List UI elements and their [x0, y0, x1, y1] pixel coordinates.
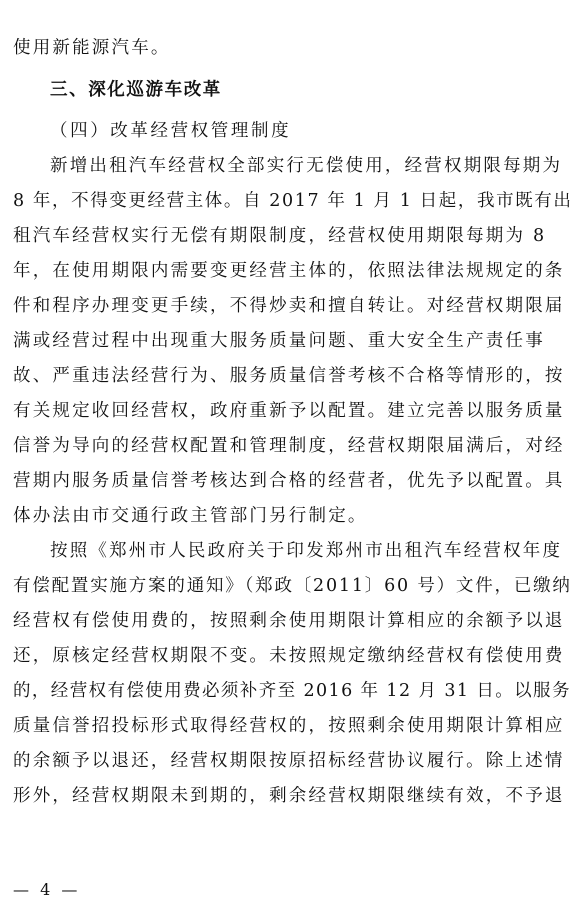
body-text-line: 体办法由市交通行政主管部门另行制定。 — [13, 506, 368, 526]
body-text-line: 满或经营过程中出现重大服务质量问题、重大安全生产责任事 — [13, 331, 545, 351]
body-text-line: 经营权有偿使用费的，按照剩余使用期限计算相应的余额予以退 — [13, 611, 565, 631]
paragraph-first-line: 新增出租汽车经营权全部实行无偿使用，经营权期限每期为 — [50, 156, 563, 176]
body-text-line: 有偿配置实施方案的通知》（郑政〔2011〕60 号）文件，已缴纳 — [13, 576, 572, 596]
body-text-line: 的，经营权有偿使用费必须补齐至 2016 年 12 月 31 日。以服务 — [13, 681, 571, 701]
body-text-line: 年，在使用期限内需要变更经营主体的，依照法律法规规定的条 — [13, 261, 565, 281]
body-text-line: 的余额予以退还，经营权期限按原招标经营协议履行。除上述情 — [13, 751, 565, 771]
body-text-line: 质量信誉招投标形式取得经营权的，按照剩余使用期限计算相应 — [13, 716, 565, 736]
section-heading: 三、深化巡游车改革 — [50, 80, 222, 100]
paragraph-first-line: 按照《郑州市人民政府关于印发郑州市出租汽车经营权年度 — [50, 541, 563, 561]
page-number: — 4 — — [13, 880, 81, 899]
body-text-line: 形外，经营权期限未到期的，剩余经营权期限继续有效，不予退 — [13, 786, 565, 806]
body-text-line: 使用新能源汽车。 — [13, 38, 171, 58]
body-text-line: 有关规定收回经营权，政府重新予以配置。建立完善以服务质量 — [13, 401, 565, 421]
body-text-line: 信誉为导向的经营权配置和管理制度，经营权期限届满后，对经 — [13, 436, 565, 456]
body-text-line: 租汽车经营权实行无偿有期限制度，经营权使用期限每期为 8 — [13, 226, 547, 246]
body-text-line: 还，原核定经营权期限不变。未按照规定缴纳经营权有偿使用费 — [13, 646, 565, 666]
body-text-line: 8 年，不得变更经营主体。自 2017 年 1 月 1 日起，我市既有出 — [13, 191, 573, 211]
body-text-line: 故、严重违法经营行为、服务质量信誉考核不合格等情形的，按 — [13, 366, 565, 386]
subsection-heading: （四）改革经营权管理制度 — [50, 121, 292, 141]
body-text-line: 营期内服务质量信誉考核达到合格的经营者，优先予以配置。具 — [13, 471, 565, 491]
body-text-line: 件和程序办理变更手续，不得炒卖和擅自转让。对经营权期限届 — [13, 296, 565, 316]
